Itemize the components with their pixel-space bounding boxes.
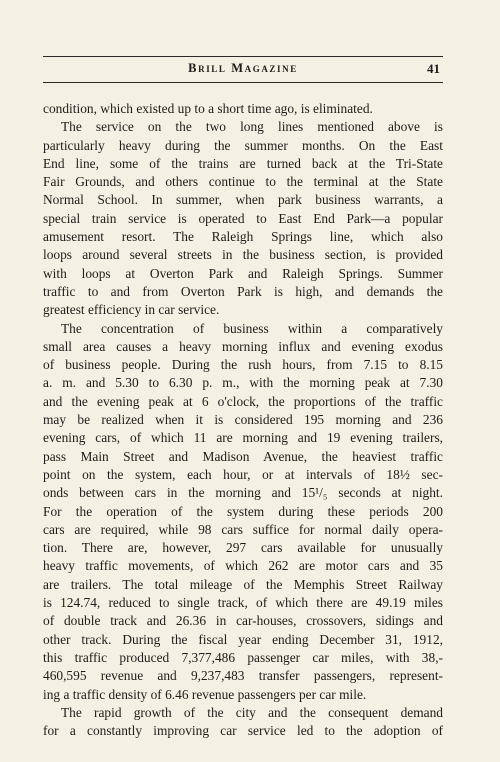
text-line: greatest efficiency in car service. xyxy=(43,302,220,318)
text-line: condition, which existed up to a short time ago, is eliminated. xyxy=(43,101,373,116)
text-line: End line, some of the trains are turned back at the Tri-State xyxy=(43,155,443,171)
text-line: ing a traffic density of 6.46 revenue passengers per car mile. xyxy=(43,686,367,702)
text-line: amusement resort. The Raleigh Springs line, which also xyxy=(43,229,443,245)
text-line: are trailers. The total mileage of the Memphis Street Railway xyxy=(43,576,443,592)
text-line: The rapid growth of the city and the consequent demand xyxy=(61,704,443,720)
text-line: for a constantly improving car service led to the adoption of xyxy=(43,723,443,739)
text-line: The concentration of business within a comparatively xyxy=(61,320,443,336)
text-line: onds between cars in the morning and 15¹/₅ seconds at night. xyxy=(43,485,443,501)
text-line: cars are required, while 98 cars suffice for normal daily opera- xyxy=(43,521,443,537)
running-title: Brill Magazine xyxy=(188,61,298,75)
header-top-rule xyxy=(43,56,443,57)
text-line: For the operation of the system during these periods 200 xyxy=(43,503,443,519)
text-line: is 124.74, reduced to single track, of which there are 49.19 miles xyxy=(43,595,443,611)
text-line: other track. During the fiscal year ending December 31, 1912, xyxy=(43,631,443,647)
text-line: small area causes a heavy morning influx and evening exodus xyxy=(43,338,443,354)
page-number: 41 xyxy=(427,61,440,76)
text-line: of double track and 26.36 in car-houses, crossovers, sidings and xyxy=(43,613,443,629)
text-line: pass Main Street and Madison Avenue, the heaviest traffic xyxy=(43,448,443,464)
text-line: this traffic produced 7,377,486 passenger car miles, with 38,- xyxy=(43,649,443,665)
text-line: point on the system, each hour, or at intervals of 18½ sec- xyxy=(43,466,443,482)
text-line: may be realized when it is considered 195 morning and 236 xyxy=(43,412,443,428)
text-line: Normal School. In summer, when park business warrants, a xyxy=(43,192,443,208)
text-line: particularly heavy during the summer months. On the East xyxy=(43,137,443,153)
text-line: a. m. and 5.30 to 6.30 p. m., with the morning peak at 7.30 xyxy=(43,375,443,391)
header-bottom-rule xyxy=(43,82,443,83)
article-body xyxy=(43,100,443,740)
text-line: 460,595 revenue and 9,237,483 transfer passengers, represent- xyxy=(43,668,443,684)
text-line: heavy traffic movements, of which 262 are motor cars and 35 xyxy=(43,558,443,574)
text-line: special train service is operated to East End Park—a popular xyxy=(43,210,443,226)
page-header xyxy=(43,56,443,84)
text-line: and the evening peak at 6 o'clock, the proportions of the traffic xyxy=(43,393,443,409)
text-line: with loops at Overton Park and Raleigh Springs. Summer xyxy=(43,265,443,281)
text-line: of business people. During the rush hours, from 7.15 to 8.15 xyxy=(43,357,443,373)
text-line: The service on the two long lines mentioned above is xyxy=(61,119,443,135)
text-line: Fair Grounds, and others continue to the terminal at the State xyxy=(43,174,443,190)
text-line: traffic to and from Overton Park is high, and demands the xyxy=(43,283,443,299)
text-line: evening cars, of which 11 are morning and 19 evening trailers, xyxy=(43,430,443,446)
text-line: loops around several streets in the business section, is provided xyxy=(43,247,443,263)
text-line: tion. There are, however, 297 cars available for unusually xyxy=(43,540,443,556)
